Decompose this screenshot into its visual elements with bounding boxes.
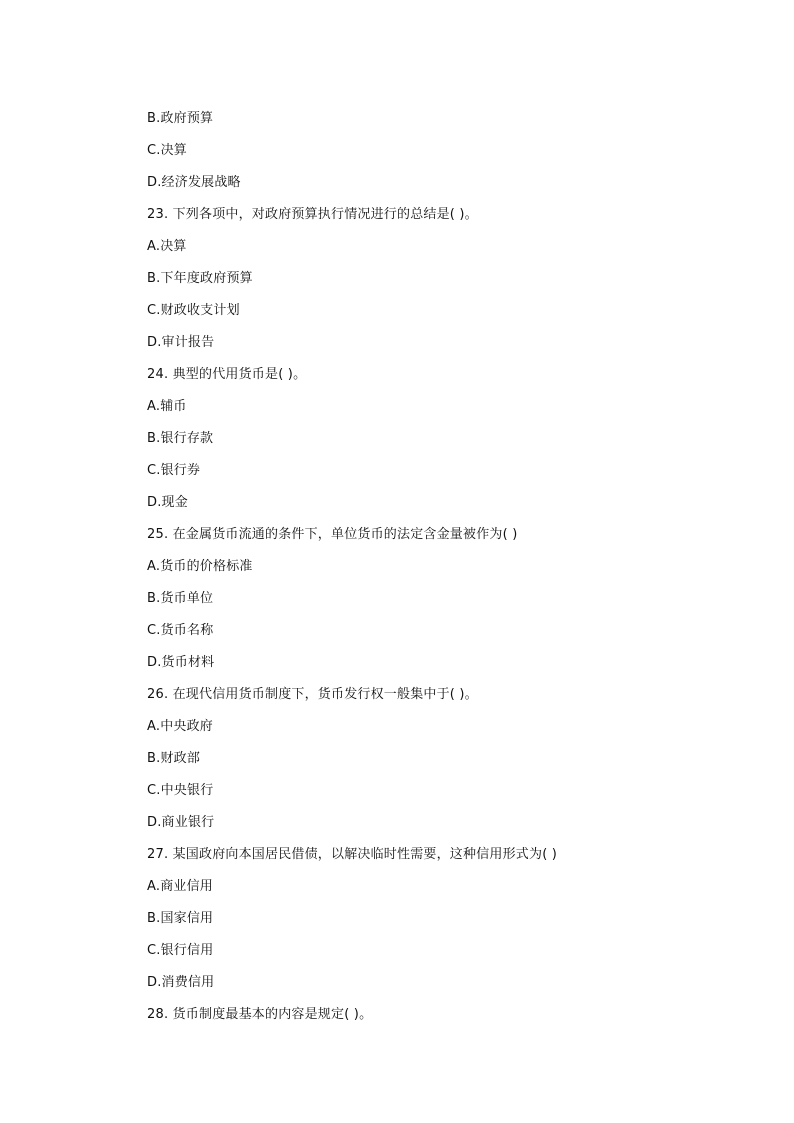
option-line: D.商业银行 xyxy=(147,815,215,830)
option-line: C.货币名称 xyxy=(147,623,214,638)
question-line: 28. 货币制度最基本的内容是规定( )。 xyxy=(147,1007,373,1022)
question-list xyxy=(147,108,747,1036)
option-line: C.银行券 xyxy=(147,463,201,478)
option-line: C.决算 xyxy=(147,143,188,158)
option-line: D.消费信用 xyxy=(147,975,215,990)
option-line: B.货币单位 xyxy=(147,591,214,606)
question-line: 27. 某国政府向本国居民借债，以解决临时性需要，这种信用形式为( ) xyxy=(147,847,558,862)
question-line: 23. 下列各项中，对政府预算执行情况进行的总结是( )。 xyxy=(147,207,478,222)
option-line: B.财政部 xyxy=(147,751,201,766)
option-line: C.银行信用 xyxy=(147,943,214,958)
option-line: A.决算 xyxy=(147,239,187,254)
option-line: B.政府预算 xyxy=(147,111,214,126)
option-line: C.中央银行 xyxy=(147,783,214,798)
option-line: D.经济发展战略 xyxy=(147,175,241,190)
option-line: A.中央政府 xyxy=(147,719,213,734)
option-line: D.货币材料 xyxy=(147,655,215,670)
option-line: B.银行存款 xyxy=(147,431,214,446)
option-line: A.辅币 xyxy=(147,399,187,414)
question-line: 26. 在现代信用货币制度下，货币发行权一般集中于( )。 xyxy=(147,687,478,702)
option-line: A.商业信用 xyxy=(147,879,213,894)
option-line: B.下年度政府预算 xyxy=(147,271,253,286)
option-line: A.货币的价格标准 xyxy=(147,559,253,574)
question-line: 24. 典型的代用货币是( )。 xyxy=(147,367,307,382)
option-line: D.审计报告 xyxy=(147,335,215,350)
option-line: C.财政收支计划 xyxy=(147,303,240,318)
question-line: 25. 在金属货币流通的条件下，单位货币的法定含金量被作为( ) xyxy=(147,527,518,542)
option-line: D.现金 xyxy=(147,495,188,510)
option-line: B.国家信用 xyxy=(147,911,214,926)
